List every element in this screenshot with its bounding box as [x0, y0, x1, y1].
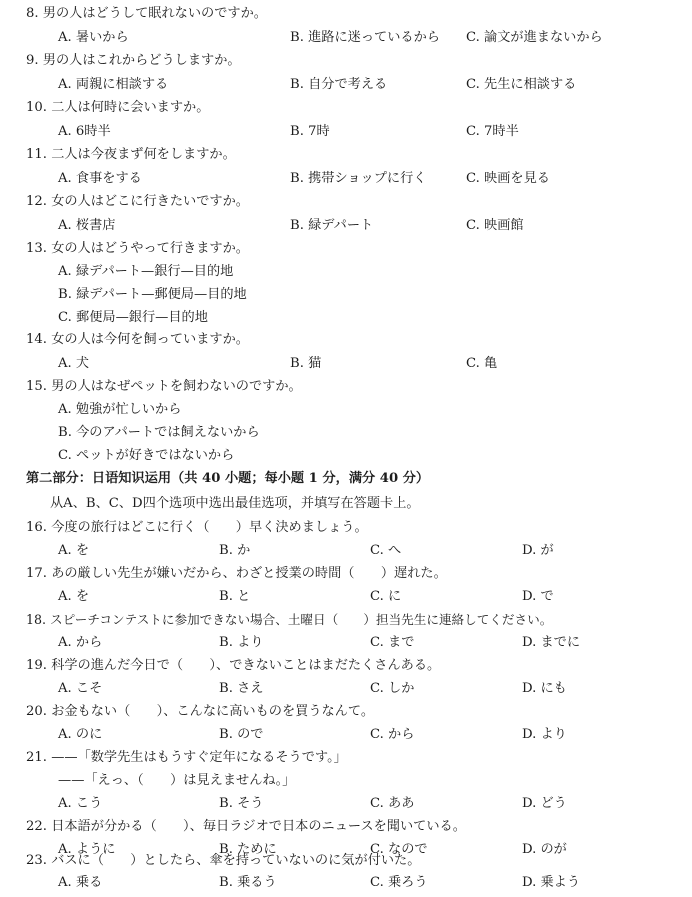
option-a: A. 両親に相談する: [58, 77, 169, 92]
option-d: D. までに: [522, 635, 581, 650]
question-text: お金もない（ ）、こんなに高いものを買うなんて。: [51, 704, 375, 719]
question-number: 12.: [26, 194, 47, 209]
option-a: A. から: [58, 635, 103, 650]
option-a: A. を: [58, 543, 90, 558]
question-16: [26, 518, 368, 538]
question-text: 今度の旅行はどこに行く（ ）早く決めましょう。: [51, 520, 368, 535]
option-c: C. しか: [370, 681, 415, 696]
option-a: A. 緑デパート—銀行—目的地: [58, 264, 234, 279]
question-text: 男の人はどうして眠れないのですか。: [42, 6, 267, 21]
option-c: C. なので: [370, 842, 428, 857]
question-number: 18.: [26, 612, 47, 627]
option-c: C. 郵便局—銀行—目的地: [58, 310, 208, 325]
option-a: A. 桜書店: [58, 218, 116, 233]
question-number: 17.: [26, 566, 47, 581]
question-21-line2: ——「えっ、（ ）は見えませんね。」: [58, 773, 296, 788]
question-14: [26, 330, 249, 350]
option-c: C. に: [370, 589, 402, 604]
option-c: C. ペットが好きではないから: [58, 448, 235, 463]
question-number: 22.: [26, 819, 47, 834]
option-c: C. まで: [370, 635, 415, 650]
option-d: D. より: [522, 727, 567, 742]
option-a: A. 犬: [58, 356, 90, 371]
question-text: 女の人はどうやって行きますか。: [51, 241, 249, 256]
option-a: A. こそ: [58, 681, 103, 696]
option-b: B. 自分で考える: [290, 77, 388, 92]
option-a: A. ように: [58, 842, 116, 857]
option-b: B. か: [219, 543, 251, 558]
option-a: A. のに: [58, 727, 103, 742]
question-text: 女の人はどこに行きたいですか。: [51, 194, 249, 209]
option-a: A. 勉強が忙しいから: [58, 402, 182, 417]
option-b: B. 進路に迷っているから: [290, 30, 440, 45]
option-d: D. のが: [522, 842, 567, 857]
question-12: [26, 192, 249, 212]
option-c: C. 乗ろう: [370, 875, 428, 890]
question-11: [26, 145, 236, 165]
question-text: 日本語が分かる（ ）、毎日ラジオで日本のニュースを聞いている。: [51, 819, 466, 834]
question-text: 男の人はこれからどうしますか。: [42, 53, 241, 68]
question-21: [26, 748, 347, 768]
option-d: D. どう: [522, 796, 567, 811]
question-text: 二人は今夜まず何をしますか。: [51, 147, 236, 162]
question-number: 10.: [26, 100, 47, 115]
question-text: 科学の進んだ今日で（ ）、できないことはまだたくさんある。: [51, 658, 441, 673]
option-b: B. より: [219, 635, 264, 650]
question-text: 女の人は今何を飼っていますか。: [51, 332, 249, 347]
option-c: C. 映画館: [466, 218, 524, 233]
option-b: B. さえ: [219, 681, 264, 696]
option-d: D. にも: [522, 681, 567, 696]
option-a: A. を: [58, 589, 90, 604]
option-b: B. ために: [219, 842, 277, 857]
option-c: C. 先生に相談する: [466, 77, 577, 92]
question-number: 11.: [26, 147, 47, 162]
option-b: B. 携帯ショップに行く: [290, 171, 427, 186]
option-a: A. 乗る: [58, 875, 103, 890]
question-text: ——「数学先生はもうすぐ定年になるそうです。」: [51, 750, 347, 765]
option-c: C. 映画を見る: [466, 171, 550, 186]
question-number: 13.: [26, 241, 47, 256]
option-c: C. 論文が進まないから: [466, 30, 603, 45]
option-b: B. と: [219, 589, 251, 604]
option-c: C. ああ: [370, 796, 415, 811]
option-b: B. 猫: [290, 356, 322, 371]
question-text: あの厳しい先生が嫌いだから、わざと授業の時間（ ）遅れた。: [51, 566, 447, 581]
option-a: A. 暑いから: [58, 30, 129, 45]
option-b: B. そう: [219, 796, 264, 811]
question-number: 15.: [26, 379, 47, 394]
option-b: B. 緑デパート—郵便局—目的地: [58, 287, 247, 302]
option-a: A. こう: [58, 796, 103, 811]
question-number: 9.: [26, 53, 39, 68]
option-b: B. 今のアパートでは飼えないから: [58, 425, 260, 440]
question-10: [26, 98, 209, 118]
question-9: [26, 51, 241, 71]
question-22: [26, 817, 466, 837]
option-b: B. 乗るう: [219, 875, 277, 890]
option-d: D. が: [522, 543, 554, 558]
option-b: B. 緑デパート: [290, 218, 374, 233]
question-number: 21.: [26, 750, 47, 765]
option-a: A. 食事をする: [58, 171, 142, 186]
question-number: 16.: [26, 520, 47, 535]
option-b: B. ので: [219, 727, 264, 742]
question-text: 二人は何時に会いますか。: [51, 100, 210, 115]
question-18: [26, 610, 552, 630]
question-number: 14.: [26, 332, 47, 347]
option-a: A. 6時半: [58, 124, 111, 139]
question-13: [26, 239, 249, 259]
question-8: [26, 4, 267, 24]
question-number: 19.: [26, 658, 47, 673]
question-15: [26, 377, 302, 397]
question-20: [26, 702, 374, 722]
question-text: スピーチコンテストに参加できない場合、土曜日（ ）担当先生に連絡してください。: [50, 612, 553, 627]
question-text: バスに（ ）としたら、傘を持っていないのに気が付いた。: [51, 853, 421, 868]
option-c: C. へ: [370, 543, 402, 558]
option-c: C. 7時半: [466, 124, 519, 139]
option-d: D. で: [522, 589, 554, 604]
question-17: [26, 564, 447, 584]
option-d: D. 乗よう: [522, 875, 581, 890]
option-c: C. から: [370, 727, 415, 742]
question-number: 23.: [26, 853, 47, 868]
question-23: [26, 851, 420, 871]
option-b: B. 7時: [290, 124, 330, 139]
question-text: 男の人はなぜペットを飼わないのですか。: [51, 379, 302, 394]
question-number: 8.: [26, 6, 39, 21]
section-title: 第二部分：日语知识运用（共 40 小题；每小题 1 分，满分 40 分）: [26, 471, 430, 486]
section-instruction: 从A、B、C、D四个选项中选出最佳选项，并填写在答题卡上。: [50, 496, 420, 511]
question-19: [26, 656, 440, 676]
question-number: 20.: [26, 704, 47, 719]
option-c: C. 亀: [466, 356, 498, 371]
